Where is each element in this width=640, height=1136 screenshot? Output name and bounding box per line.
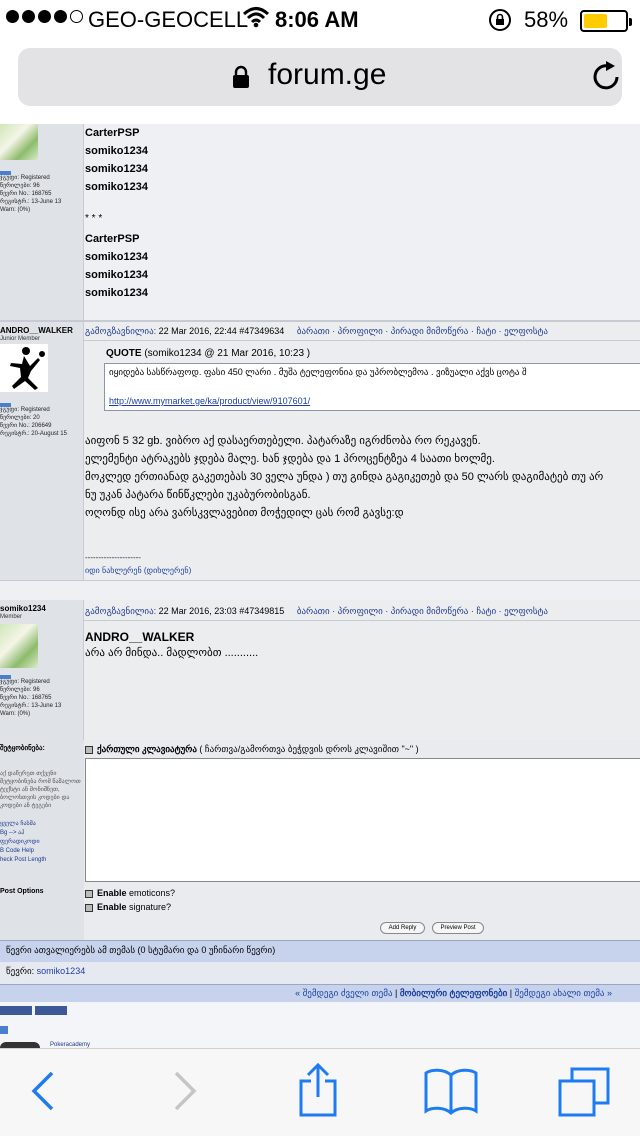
prev-topic-link[interactable]: « შემდეგი ძველი თემა [295, 988, 393, 998]
post-andro-walker [0, 322, 640, 580]
post-number[interactable]: #47349634 [239, 326, 285, 336]
share-icon[interactable] [298, 1063, 338, 1121]
meta-line: Warn: (0%) [0, 207, 31, 213]
post-body [84, 600, 640, 740]
quoted-names-a [85, 124, 148, 196]
next-topic-link[interactable]: შემდეგი ახალი თემა » [514, 988, 612, 998]
quoted-name: ANDRO__WALKER [85, 630, 195, 644]
post-text: არა არ მინდა.. მადლობთ ........... [85, 647, 259, 659]
helper-link: heck Post Length [0, 857, 47, 863]
meta-line: წერილები: 20 [0, 415, 40, 421]
author-rank: Junior Member [0, 336, 41, 342]
battery-icon [580, 10, 628, 32]
post-body [84, 322, 640, 580]
emoticons-checkbox[interactable] [85, 890, 93, 898]
add-reply-button[interactable]: Add Reply [380, 922, 425, 934]
ad-label[interactable]: Pokeracademy [50, 1042, 91, 1048]
meta-line: წევრი No.: 168765 [0, 191, 52, 197]
reply-help-text [0, 770, 81, 810]
safari-toolbar [0, 1048, 640, 1136]
post-author-panel [0, 600, 84, 740]
facebook-small-icon[interactable] [0, 1026, 8, 1034]
quoted-name: somiko1234 [85, 181, 148, 193]
author-rank: Member [0, 614, 23, 620]
bookmarks-icon[interactable] [424, 1067, 478, 1119]
signature[interactable]: იდი ნახლერენ (დიხლერენ) [85, 566, 192, 575]
help-line: აქ დაწერეთ თქვენი [0, 771, 57, 777]
lock-icon [232, 65, 250, 93]
keyboard-checkbox[interactable] [85, 746, 93, 754]
post-author-panel [0, 124, 84, 320]
clock: 8:06 AM [275, 7, 359, 32]
reply-label: შეტყობინება: [0, 745, 45, 752]
author-name[interactable]: somiko1234 [0, 604, 46, 613]
helper-link: ყველა ჩასმა [0, 821, 36, 827]
author-meta [0, 678, 61, 718]
post-gap [0, 580, 640, 600]
author-meta [0, 406, 67, 438]
forum-page [0, 124, 640, 1048]
viewers-strip: წევრი ათვალიერებს ამ თემას (0 სტუმარი და 0 უჩინარი წევრი) [0, 940, 640, 962]
meta-line: წერილები: 96 [0, 687, 40, 693]
quote-text: იყიდება სასწრაფოდ. ფასი 450 ლარი . მუშა ტელეფონია და უპრობლემოა . ვიზუალი აქვს ცოტა შ [109, 367, 527, 377]
quoted-names-b [85, 230, 148, 302]
quote-box [104, 363, 640, 411]
separator: * * * [85, 213, 103, 224]
quick-reply-form [0, 740, 640, 952]
meta-line: Warn: (0%) [0, 711, 31, 717]
reply-textarea[interactable] [85, 758, 640, 882]
tabs-icon[interactable] [558, 1067, 610, 1121]
text-line: ოღონდ ისე არა ვარსკვლავებით მოჭედილ ცას რომ გავსე:დ [85, 507, 404, 519]
facebook-like-icon[interactable] [35, 1006, 67, 1015]
quoted-name: CarterPSP [85, 233, 140, 245]
help-line: ბოლოსთვის კოდები და [0, 795, 70, 801]
author-links[interactable]: ბარათი · პროფილი · პირადი მიმოწერა · ჩატი · ელფოსტა [296, 606, 548, 616]
avatar [0, 624, 38, 668]
quoted-name: somiko1234 [85, 251, 148, 263]
post-number[interactable]: #47349815 [239, 606, 285, 616]
status-bar [0, 0, 640, 40]
text-line: მოკლედ ერთიანად გაკეთებას 30 ველა უნდა ) თუ გინდა გაგიკეთებ და 50 ლარს დაგიმატებ თუ არ [85, 471, 604, 483]
quoted-name: CarterPSP [85, 127, 140, 139]
jumpman-avatar [0, 344, 48, 397]
footer-ads [0, 1002, 640, 1048]
author-meta [0, 174, 61, 214]
helper-link: B Code Help [0, 848, 35, 854]
members-strip: წევრი: somiko1234 [0, 962, 640, 984]
text-line: ნუ უკან პატარა წინწკლები უკაბურობისგან. [85, 489, 311, 501]
meta-line: რეგისტრ.: 13-June 13 [0, 199, 62, 205]
avatar [0, 124, 38, 160]
preview-post-button[interactable]: Preview Post [432, 922, 484, 934]
author-name[interactable]: ANDRO__WALKER [0, 326, 73, 335]
back-icon[interactable] [30, 1069, 56, 1117]
wifi-icon [243, 6, 269, 34]
quoted-name: somiko1234 [85, 145, 148, 157]
battery-percent: 58% [524, 7, 569, 32]
member-link[interactable]: somiko1234 [36, 966, 86, 976]
forward-icon[interactable] [172, 1069, 198, 1117]
reply-helper-links[interactable] [0, 820, 46, 865]
helper-link: Bg --> აჰ [0, 830, 25, 836]
helper-link: ფერადიკოდი [0, 839, 40, 845]
address-bar[interactable] [18, 48, 622, 106]
facebook-share-icon[interactable] [0, 1006, 32, 1015]
post-author-panel [0, 322, 84, 580]
text-line: ელემენტი ატრაკებს ჯდება მალე. ხან ჯდება და 1 პროცენტზეა 4 საათი ხოლმე. [85, 453, 495, 465]
post-body [84, 124, 640, 320]
quoted-name: somiko1234 [85, 163, 148, 175]
help-line: შეტყობინება რომ წაშალოთ [0, 779, 81, 785]
rotation-lock-icon [488, 8, 512, 38]
signature-divider: --------------------- [85, 553, 141, 562]
post-header: გამოგზავნილია: 22 Mar 2016, 23:03 #47349815 ბარათი · პროფილი · პირადი მიმოწერა · ჩატი · ელფოსტა [85, 606, 548, 616]
reply-side-panel [0, 740, 84, 952]
meta-line: ჯგუფი: Registered [0, 175, 50, 181]
meta-line: წერილები: 96 [0, 183, 40, 189]
georgian-keyboard-toggle[interactable]: ქართული კლავიატურა ( ჩართვა/გამორთვა ბეჭდვის დროს კლავიშით "~" ) [85, 744, 419, 755]
post-date: 22 Mar 2016, 22:44 [158, 326, 237, 336]
signal-strength-icon [6, 10, 83, 23]
reply-main [84, 740, 640, 952]
quoted-name: somiko1234 [85, 269, 148, 281]
quoted-name: somiko1234 [85, 287, 148, 299]
author-links[interactable]: ბარათი · პროფილი · პირადი მიმოწერა · ჩატი · ელფოსტა [296, 326, 548, 336]
enable-signature-option[interactable]: Enable signature? [85, 902, 171, 912]
enable-emoticons-option[interactable]: Enable emoticons? [85, 888, 175, 898]
forum-link[interactable]: მობილური ტელეფონები [399, 988, 508, 998]
reload-icon[interactable] [592, 60, 622, 96]
post-header: გამოგზავნილია: 22 Mar 2016, 22:44 #47349634 ბარათი · პროფილი · პირადი მიმოწერა · ჩატი · ელფოსტა [85, 326, 548, 336]
url-text[interactable]: forum.ge [268, 58, 387, 91]
meta-line: ჯგუფი: Registered [0, 407, 50, 413]
post-text [85, 432, 603, 522]
text-line: აიფონ 5 32 gb. ვიბრო აქ დასაერთებელი. პატარაზე იგრძნობა რო რეკავენ. [85, 435, 481, 447]
post-date: 22 Mar 2016, 23:03 [158, 606, 237, 616]
post-options-label: Post Options [0, 888, 44, 895]
help-line: ტექსტი ან მონიშნეთ, [0, 787, 60, 793]
post-somiko-earlier [0, 124, 640, 320]
quote-link[interactable]: http://www.mymarket.ge/ka/product/view/9107601/ [109, 396, 311, 406]
post-somiko-reply [0, 600, 640, 740]
meta-line: წევრი No.: 206649 [0, 423, 52, 429]
quote-header: QUOTE (somiko1234 @ 21 Mar 2016, 10:23 ) [106, 348, 311, 359]
signature-checkbox[interactable] [85, 904, 93, 912]
help-line: კოდები ან ტეგები [0, 803, 52, 809]
meta-line: რეგისტრ.: 20-August 15 [0, 431, 67, 437]
meta-line: ჯგუფი: Registered [0, 679, 50, 685]
carrier-name: GEO-GEOCELL [88, 7, 249, 32]
topic-nav-strip: « შემდეგი ძველი თემა | მობილური ტელეფონები | შემდეგი ახალი თემა » [0, 984, 640, 1002]
meta-line: წევრი No.: 168765 [0, 695, 52, 701]
meta-line: რეგისტრ.: 13-June 13 [0, 703, 62, 709]
